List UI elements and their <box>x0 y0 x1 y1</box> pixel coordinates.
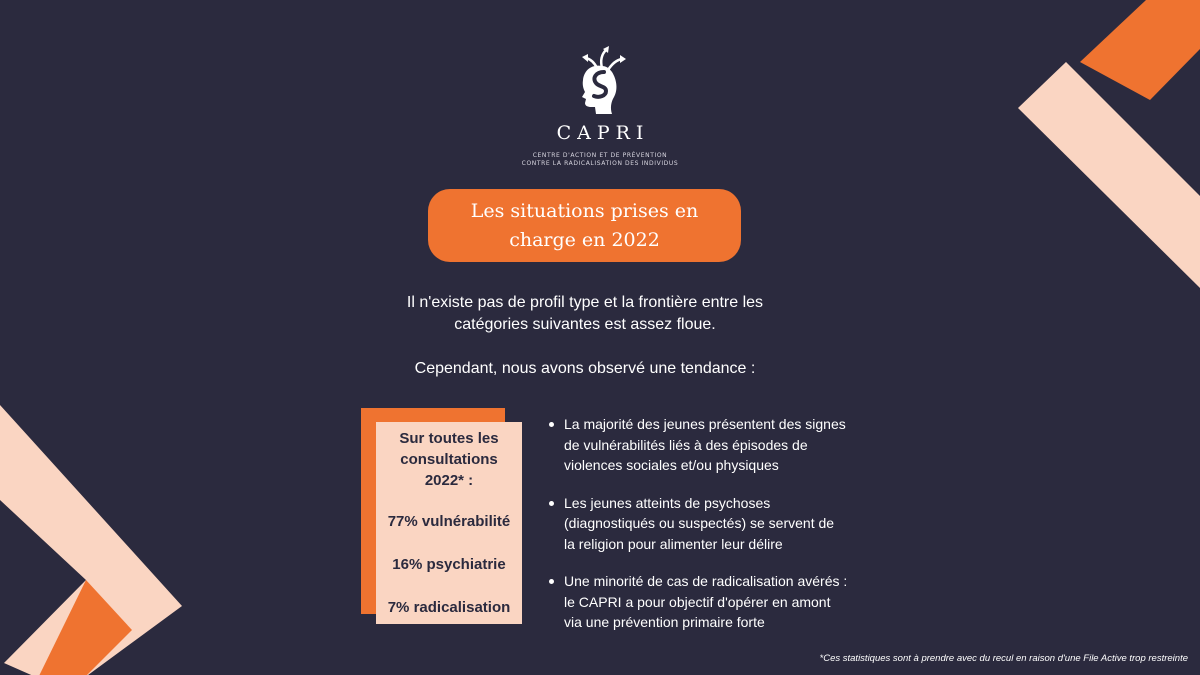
stripe-bottom-left-orange <box>38 580 132 675</box>
capri-logo <box>540 44 660 144</box>
intro-paragraph: Il n'existe pas de profil type et la frontière entre les catégories suivantes est assez floue. <box>406 294 764 333</box>
stripe-top-right-peach <box>1018 62 1200 288</box>
list-item-text: Une minorité de cas de radicalisation avérés : le CAPRI a pour objectif d'opérer en amont via une prévention primaire forte <box>564 573 848 630</box>
capri-head-arrows-icon <box>572 44 628 114</box>
intro-tendance: Cependant, nous avons observé une tendance : <box>414 360 756 377</box>
bullet-dot-icon <box>549 501 554 506</box>
bullet-dot-icon <box>549 422 554 427</box>
stat-psychiatrie: 16% psychiatrie <box>392 556 506 573</box>
list-item-text: La majorité des jeunes présentent des signes de vulnérabilités liés à des épisodes de violences sociales et/ou physiques <box>564 416 846 473</box>
stripe-top-right-orange <box>1080 0 1200 100</box>
stat-radicalisation: 7% radicalisation <box>387 599 511 616</box>
footnote: *Ces statistiques sont à prendre avec du recul en raison d'une File Active trop restreinte <box>819 653 1188 664</box>
logo-tagline-line2: CONTRE LA RADICALISATION DES INDIVIDUS <box>521 160 679 167</box>
stats-card <box>376 422 522 624</box>
stats-heading-line3: 2022* : <box>424 472 474 489</box>
title-banner <box>428 189 741 262</box>
list-item <box>548 571 848 633</box>
list-item-text: Les jeunes atteints de psychoses (diagnostiqués ou suspectés) se servent de la religion pour alimenter leur délire <box>564 494 835 552</box>
bullet-dot-icon <box>549 579 554 584</box>
stripe-bottom-left-peach <box>0 405 182 675</box>
stats-heading-line1: Sur toutes les <box>399 430 499 447</box>
page-title: Les situations prises en charge en 2022 <box>470 199 699 251</box>
stats-heading-line2: consultations <box>400 451 498 468</box>
logo-tagline-line1: CENTRE D'ACTION ET DE PRÉVENTION <box>532 152 668 159</box>
intro-text <box>370 292 800 380</box>
logo-name: CAPRI <box>556 122 650 144</box>
stats-heading <box>376 428 522 491</box>
logo-tagline <box>470 152 730 168</box>
list-item <box>548 493 848 555</box>
stat-vulnerabilite: 77% vulnérabilité <box>387 513 511 530</box>
list-item <box>548 414 848 476</box>
findings-list <box>548 414 848 650</box>
